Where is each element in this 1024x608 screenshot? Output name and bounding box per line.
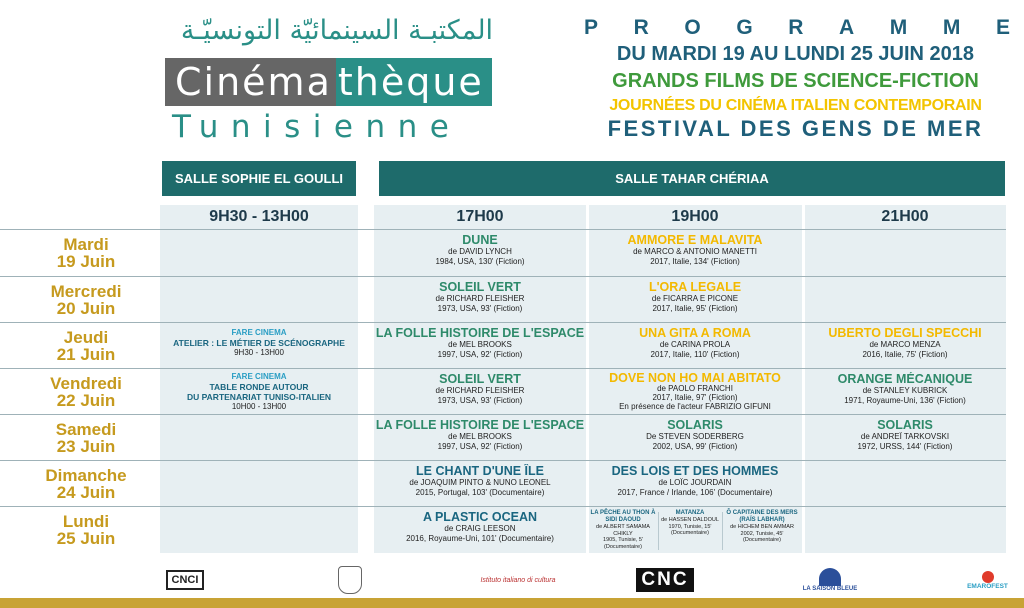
time-header-19h: 19H00 — [671, 208, 719, 225]
short-film-cell: MATANZA de HASSEN DALDOUL 1970, Tunisie, 15' (Documentaire) — [661, 510, 719, 536]
programme-letter: A — [839, 16, 855, 39]
logo-part-cinema: Cinéma — [165, 58, 336, 106]
programme-heading — [584, 16, 1010, 40]
cnci-logo: CNCI — [150, 562, 220, 598]
day-samedi: Samedi 23 Juin — [55, 420, 117, 456]
film-cell: AMMORE E MALAVITA de MARCO & ANTONIO MANETTI 2017, Italie, 134' (Fiction) — [627, 233, 763, 266]
day-dimanche: Dimanche 24 Juin — [45, 466, 127, 502]
film-cell: LA FOLLE HISTOIRE DE L'ESPACE de MEL BROOKS 1997, USA, 92' (Fiction) — [375, 418, 585, 451]
film-cell: A PLASTIC OCEAN de CRAIG LEESON 2016, Royaume-Uni, 101' (Documentaire) — [406, 510, 554, 543]
film-cell: UNA GITA A ROMA de CARINA PROLA 2017, Italie, 110' (Fiction) — [639, 326, 751, 359]
day-vendredi: Vendredi 22 Juin — [50, 374, 122, 410]
film-cell: SOLEIL VERT de RICHARD FLEISHER 1973, USA, 93' (Fiction) — [435, 372, 525, 405]
cnc-logo: CNC — [625, 562, 705, 598]
film-cell: DUNE de DAVID LYNCH 1984, USA, 130' (Fiction) — [435, 233, 525, 266]
workshop-cell: FARE CINEMA ATELIER : LE MÉTIER DE SCÉNOGRAPHE 9H30 - 13H00 — [173, 328, 345, 357]
arabic-title: المكتبـة السينمائيّة التونسيّـة — [180, 15, 494, 46]
istituto-italiano-logo: Istituto italiano di cultura — [480, 576, 556, 584]
film-cell: ORANGE MÉCANIQUE de STANLEY KUBRICK 1971, Royaume-Uni, 136' (Fiction) — [837, 372, 973, 405]
programme-letter: R — [788, 16, 804, 39]
film-cell: L'ORA LEGALE de FICARRA E PICONE 2017, Italie, 95' (Fiction) — [648, 280, 742, 313]
short-film-cell: Ô CAPITAINE DES MERS (RAÏS LABHAR) de HICHEM BEN AMMAR 2002, Tunisie, 45' (Documentaire) — [726, 510, 798, 543]
programme-letter: E — [995, 16, 1010, 39]
time-header-21h: 21H00 — [881, 208, 929, 225]
day-mercredi: Mercredi 20 Juin — [50, 282, 122, 318]
short-film-cell: LA PÊCHE AU THON À SIDI DAOUD de ALBERT SAMAMA CHIKLY 1905, Tunisie, 5' (Documentaire) — [590, 510, 656, 550]
programme-dates: DU MARDI 19 AU LUNDI 25 JUIN 2018 — [616, 43, 975, 65]
saison-bleue-logo: LA SAISON BLEUE — [800, 562, 860, 598]
film-cell: LE CHANT D'UNE ÎLE de JOAQUIM PINTO & NUNO LEONEL 2015, Portugal, 103' (Documentaire) — [409, 464, 551, 497]
hall-sophie-el-goulli: SALLE SOPHIE EL GOULLI — [162, 161, 356, 196]
day-mardi: Mardi 19 Juin — [56, 235, 116, 271]
time-header-morning: 9H30 - 13H00 — [209, 208, 309, 225]
film-cell: DES LOIS ET DES HOMMES de LOÏC JOURDAIN 2017, France / Irlande, 106' (Documentaire) — [611, 464, 779, 497]
programme-letter: P — [584, 16, 599, 39]
roundtable-cell: FARE CINEMA TABLE RONDE AUTOUR DU PARTENARIAT TUNISO-ITALIEN 10H00 - 13H00 — [186, 372, 332, 411]
hall-tahar-cheriaa: SALLE TAHAR CHÉRIAA — [379, 161, 1005, 196]
day-lundi: Lundi 25 Juin — [56, 512, 116, 548]
programme-letter: M — [889, 16, 908, 39]
programme-letter: G — [736, 16, 753, 39]
film-cell: SOLARIS de ANDREÏ TARKOVSKI 1972, URSS, 144' (Fiction) — [857, 418, 953, 451]
emarofest-logo: EMAROFEST — [960, 562, 1015, 598]
film-cell: SOLEIL VERT de RICHARD FLEISHER 1973, USA, 93' (Fiction) — [435, 280, 525, 313]
programme-letter: M — [942, 16, 961, 39]
ministry-logo — [325, 562, 375, 598]
programme-line-science-fiction: GRANDS FILMS DE SCIENCE-FICTION — [612, 70, 979, 92]
day-jeudi: Jeudi 21 Juin — [56, 328, 116, 364]
programme-letter: O — [684, 16, 701, 39]
logo-tunisienne: Tunisienne — [172, 109, 462, 145]
film-cell: LA FOLLE HISTOIRE DE L'ESPACE de MEL BROOKS 1997, USA, 92' (Fiction) — [375, 326, 585, 359]
bottom-bar — [0, 598, 1024, 608]
programme-letter: R — [633, 16, 649, 39]
programme-line-italian-cinema: JOURNÉES DU CINÉMA ITALIEN CONTEMPORAIN — [609, 97, 982, 114]
cinematheque-logo — [165, 58, 492, 106]
programme-line-festival: FESTIVAL DES GENS DE MER — [607, 116, 984, 141]
film-cell: UBERTO DEGLI SPECCHI de MARCO MENZA 2016, Italie, 75' (Fiction) — [828, 326, 982, 359]
film-cell: SOLARIS De STEVEN SODERBERG 2002, USA, 99' (Fiction) — [646, 418, 744, 451]
logo-part-theque: thèque — [336, 58, 492, 106]
time-header-17h: 17H00 — [456, 208, 504, 225]
film-cell: DOVE NON HO MAI ABITATO de PAOLO FRANCHI 2017, Italie, 97' (Fiction) En présence de l'acteur FABRIZIO GIFUNI — [609, 371, 781, 411]
